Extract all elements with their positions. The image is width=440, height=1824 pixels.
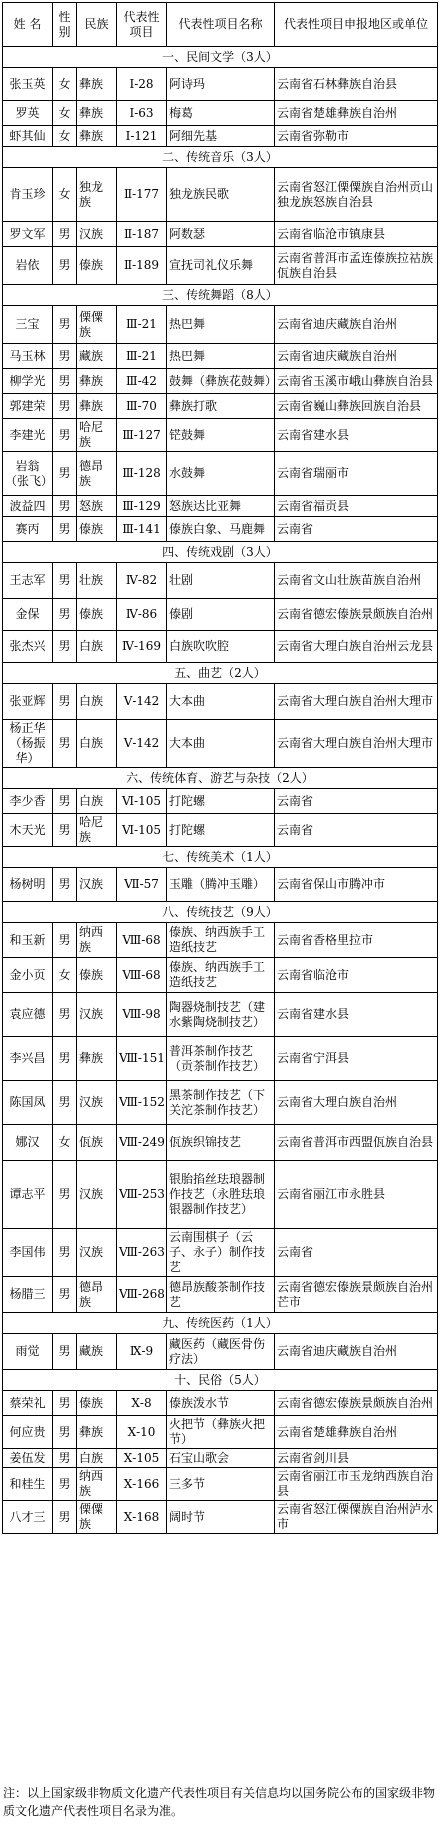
category-title: 七、传统美术（1人） xyxy=(3,847,438,868)
category-title: 四、传统戏剧（3人） xyxy=(3,542,438,563)
table-row xyxy=(3,68,438,101)
region-cell: 云南省弥勒市 xyxy=(275,126,438,147)
gender-cell: 男 xyxy=(53,517,77,542)
table-row xyxy=(3,1501,438,1534)
project-cell: 大本曲 xyxy=(167,684,275,720)
name-cell: 柳学光 xyxy=(3,369,53,394)
ethnicity-cell: 彝族 xyxy=(77,68,117,101)
region-cell: 云南省临沧市 xyxy=(275,958,438,993)
region-cell: 云南省剑川县 xyxy=(275,1449,438,1468)
project-cell: 大本曲 xyxy=(167,720,275,768)
gender-cell: 女 xyxy=(53,1125,77,1161)
category-row xyxy=(3,1370,438,1391)
project-cell: 陶器烧制技艺（建水紫陶烧制技艺） xyxy=(167,993,275,1037)
code-cell: Ⅱ-189 xyxy=(117,247,167,285)
gender-cell: 男 xyxy=(53,1391,77,1416)
name-cell: 杨腊三 xyxy=(3,1277,53,1313)
project-cell: 怒族达比亚舞 xyxy=(167,496,275,517)
name-cell: 金保 xyxy=(3,599,53,631)
name-cell: 袁应德 xyxy=(3,993,53,1037)
table-row xyxy=(3,1416,438,1449)
name-cell: 三宝 xyxy=(3,306,53,344)
region-cell: 云南省丽江市玉龙纳西族自治县 xyxy=(275,1468,438,1501)
gender-cell: 男 xyxy=(53,452,77,496)
code-cell: Ⅲ-42 xyxy=(117,369,167,394)
code-cell: Ⅹ-166 xyxy=(117,1468,167,1501)
name-cell: 张玉英 xyxy=(3,68,53,101)
code-cell: Ⅳ-82 xyxy=(117,563,167,599)
code-cell: Ⅱ-177 xyxy=(117,168,167,222)
ethnicity-cell: 佤族 xyxy=(77,1125,117,1161)
region-cell: 云南省 xyxy=(275,1229,438,1277)
region-cell: 云南省德宏傣族景颇族自治州 xyxy=(275,599,438,631)
category-title: 九、传统医药（1人） xyxy=(3,1313,438,1334)
project-cell: 梅葛 xyxy=(167,101,275,126)
code-cell: Ⅴ-142 xyxy=(117,684,167,720)
gender-cell: 男 xyxy=(53,563,77,599)
ethnicity-cell: 彝族 xyxy=(77,1416,117,1449)
project-cell: 热巴舞 xyxy=(167,306,275,344)
table-row xyxy=(3,1125,438,1161)
category-row xyxy=(3,1313,438,1334)
region-cell: 云南省 xyxy=(275,814,438,847)
table-row xyxy=(3,101,438,126)
table-row xyxy=(3,126,438,147)
code-cell: Ⅷ-68 xyxy=(117,958,167,993)
code-cell: Ⅲ-70 xyxy=(117,394,167,419)
project-cell: 鼓舞（彝族花鼓舞） xyxy=(167,369,275,394)
code-cell: Ⅹ-105 xyxy=(117,1449,167,1468)
code-cell: Ⅴ-142 xyxy=(117,720,167,768)
region-cell: 云南省玉溪市峨山彝族自治县 xyxy=(275,369,438,394)
category-title: 八、传统技艺（9人） xyxy=(3,902,438,923)
project-cell: 水鼓舞 xyxy=(167,452,275,496)
project-cell: 佤族织锦技艺 xyxy=(167,1125,275,1161)
name-cell: 岩依 xyxy=(3,247,53,285)
header-region: 代表性项目申报地区或单位 xyxy=(275,3,438,47)
code-cell: Ⅲ-129 xyxy=(117,496,167,517)
region-cell: 云南省保山市腾冲市 xyxy=(275,868,438,902)
category-row xyxy=(3,902,438,923)
region-cell: 云南省迪庆藏族自治州 xyxy=(275,306,438,344)
gender-cell: 男 xyxy=(53,684,77,720)
region-cell: 云南省建水县 xyxy=(275,993,438,1037)
name-cell: 雨觉 xyxy=(3,1334,53,1370)
code-cell: Ⅵ-105 xyxy=(117,814,167,847)
table-row xyxy=(3,720,438,768)
table-row xyxy=(3,222,438,247)
category-title: 六、传统体育、游艺与杂技（2人） xyxy=(3,768,438,789)
ethnicity-cell: 白族 xyxy=(77,1449,117,1468)
category-row xyxy=(3,285,438,306)
ethnicity-cell: 哈尼族 xyxy=(77,814,117,847)
name-cell: 金小页 xyxy=(3,958,53,993)
name-cell: 蔡荣礼 xyxy=(3,1391,53,1416)
project-cell: 玉雕（腾冲玉雕） xyxy=(167,868,275,902)
ethnicity-cell: 汉族 xyxy=(77,1161,117,1229)
gender-cell: 男 xyxy=(53,1416,77,1449)
code-cell: Ⅲ-21 xyxy=(117,306,167,344)
table-row xyxy=(3,306,438,344)
table-row xyxy=(3,684,438,720)
region-cell: 云南省临沧市镇康县 xyxy=(275,222,438,247)
ethnicity-cell: 哈尼族 xyxy=(77,419,117,452)
name-cell: 八才三 xyxy=(3,1501,53,1534)
region-cell: 云南省德宏傣族景颇族自治州芒市 xyxy=(275,1277,438,1313)
code-cell: Ⅲ-127 xyxy=(117,419,167,452)
table-row xyxy=(3,868,438,902)
project-cell: 藏医药（藏医骨伤疗法） xyxy=(167,1334,275,1370)
code-cell: Ⅷ-263 xyxy=(117,1229,167,1277)
header-project: 代表性项目名称 xyxy=(167,3,275,47)
code-cell: Ⅳ-169 xyxy=(117,631,167,663)
code-cell: Ⅲ-141 xyxy=(117,517,167,542)
region-cell: 云南省怒江傈僳族自治州贡山独龙族怒族自治县 xyxy=(275,168,438,222)
gender-cell: 男 xyxy=(53,306,77,344)
table-row xyxy=(3,419,438,452)
ethnicity-cell: 傈僳族 xyxy=(77,1501,117,1534)
table-row xyxy=(3,599,438,631)
name-cell: 李建光 xyxy=(3,419,53,452)
region-cell: 云南省楚雄彝族自治州 xyxy=(275,1416,438,1449)
region-cell: 云南省楚雄彝族自治州 xyxy=(275,101,438,126)
name-cell: 郭建荣 xyxy=(3,394,53,419)
category-row xyxy=(3,47,438,68)
region-cell: 云南省大理白族自治州云龙县 xyxy=(275,631,438,663)
name-cell: 和玉新 xyxy=(3,923,53,958)
project-cell: 石宝山歌会 xyxy=(167,1449,275,1468)
table-row xyxy=(3,789,438,814)
gender-cell: 男 xyxy=(53,344,77,369)
region-cell: 云南省普洱市西盟佤族自治县 xyxy=(275,1125,438,1161)
gender-cell: 女 xyxy=(53,68,77,101)
ethnicity-cell: 汉族 xyxy=(77,1081,117,1125)
category-row xyxy=(3,147,438,168)
project-cell: 三多节 xyxy=(167,1468,275,1501)
gender-cell: 男 xyxy=(53,814,77,847)
project-cell: 打陀螺 xyxy=(167,789,275,814)
ethnicity-cell: 汉族 xyxy=(77,222,117,247)
table-row xyxy=(3,1334,438,1370)
code-cell: Ⅶ-57 xyxy=(117,868,167,902)
ethnicity-cell: 傣族 xyxy=(77,1391,117,1416)
region-cell: 云南省瑞丽市 xyxy=(275,452,438,496)
code-cell: Ⅷ-68 xyxy=(117,923,167,958)
name-cell: 杨树明 xyxy=(3,868,53,902)
ethnicity-cell: 白族 xyxy=(77,631,117,663)
region-cell: 云南省香格里拉市 xyxy=(275,923,438,958)
name-cell: 罗文军 xyxy=(3,222,53,247)
code-cell: Ⅰ-63 xyxy=(117,101,167,126)
ethnicity-cell: 傣族 xyxy=(77,599,117,631)
region-cell: 云南省大理白族自治州大理市 xyxy=(275,684,438,720)
table-row xyxy=(3,1161,438,1229)
gender-cell: 男 xyxy=(53,868,77,902)
header-gender: 性别 xyxy=(53,3,77,47)
project-cell: 热巴舞 xyxy=(167,344,275,369)
project-cell: 铓鼓舞 xyxy=(167,419,275,452)
table-row xyxy=(3,496,438,517)
name-cell: 张亚辉 xyxy=(3,684,53,720)
table-row xyxy=(3,563,438,599)
code-cell: Ⅷ-98 xyxy=(117,993,167,1037)
ethnicity-cell: 纳西族 xyxy=(77,1468,117,1501)
region-cell: 云南省怒江傈僳族自治州泸水市 xyxy=(275,1501,438,1534)
region-cell: 云南省巍山彝族回族自治县 xyxy=(275,394,438,419)
table-row xyxy=(3,814,438,847)
gender-cell: 男 xyxy=(53,1449,77,1468)
name-cell: 虾其仙 xyxy=(3,126,53,147)
code-cell: Ⅷ-152 xyxy=(117,1081,167,1125)
ethnicity-cell: 怒族 xyxy=(77,496,117,517)
code-cell: Ⅰ-28 xyxy=(117,68,167,101)
region-cell: 云南省石林彝族自治县 xyxy=(275,68,438,101)
code-cell: Ⅳ-86 xyxy=(117,599,167,631)
table-row xyxy=(3,369,438,394)
region-cell: 云南省大理白族自治州大理市 xyxy=(275,720,438,768)
region-cell: 云南省大理白族自治州 xyxy=(275,1081,438,1125)
table-row xyxy=(3,247,438,285)
name-cell: 木天光 xyxy=(3,814,53,847)
table-row xyxy=(3,344,438,369)
project-cell: 打陀螺 xyxy=(167,814,275,847)
ethnicity-cell: 独龙族 xyxy=(77,168,117,222)
ethnicity-cell: 傈僳族 xyxy=(77,306,117,344)
code-cell: Ⅷ-268 xyxy=(117,1277,167,1313)
name-cell: 谭志平 xyxy=(3,1161,53,1229)
table-row xyxy=(3,1229,438,1277)
project-cell: 德昂族酸茶制作技艺 xyxy=(167,1277,275,1313)
header-row xyxy=(3,3,438,47)
inheritor-table xyxy=(2,2,438,1534)
region-cell: 云南省福贡县 xyxy=(275,496,438,517)
ethnicity-cell: 白族 xyxy=(77,789,117,814)
category-title: 五、曲艺（2人） xyxy=(3,663,438,684)
ethnicity-cell: 傣族 xyxy=(77,958,117,993)
table-body xyxy=(3,47,438,1534)
project-cell: 宣抚司礼仪乐舞 xyxy=(167,247,275,285)
table-row xyxy=(3,394,438,419)
project-cell: 黑茶制作技艺（下关沱茶制作技艺） xyxy=(167,1081,275,1125)
gender-cell: 男 xyxy=(53,1334,77,1370)
project-cell: 壮剧 xyxy=(167,563,275,599)
code-cell: Ⅷ-249 xyxy=(117,1125,167,1161)
ethnicity-cell: 傣族 xyxy=(77,247,117,285)
name-cell: 和桂生 xyxy=(3,1468,53,1501)
ethnicity-cell: 汉族 xyxy=(77,993,117,1037)
name-cell: 娜汉 xyxy=(3,1125,53,1161)
name-cell: 陈国凤 xyxy=(3,1081,53,1125)
table-row xyxy=(3,452,438,496)
category-row xyxy=(3,768,438,789)
category-title: 十、民俗（5人） xyxy=(3,1370,438,1391)
project-cell: 普洱茶制作技艺（贡茶制作技艺） xyxy=(167,1037,275,1081)
table-row xyxy=(3,1037,438,1081)
name-cell: 肯玉珍 xyxy=(3,168,53,222)
table-row xyxy=(3,1391,438,1416)
project-cell: 傣族、纳西族手工造纸技艺 xyxy=(167,923,275,958)
code-cell: Ⅹ-168 xyxy=(117,1501,167,1534)
gender-cell: 男 xyxy=(53,1161,77,1229)
name-cell: 岩翁（张飞） xyxy=(3,452,53,496)
ethnicity-cell: 汉族 xyxy=(77,1229,117,1277)
code-cell: Ⅲ-21 xyxy=(117,344,167,369)
name-cell: 姜伍发 xyxy=(3,1449,53,1468)
ethnicity-cell: 白族 xyxy=(77,684,117,720)
gender-cell: 男 xyxy=(53,1229,77,1277)
project-cell: 阿诗玛 xyxy=(167,68,275,101)
project-cell: 傣族、纳西族手工造纸技艺 xyxy=(167,958,275,993)
category-title: 三、传统舞蹈（8人） xyxy=(3,285,438,306)
project-cell: 傣族泼水节 xyxy=(167,1391,275,1416)
name-cell: 波益四 xyxy=(3,496,53,517)
gender-cell: 男 xyxy=(53,496,77,517)
name-cell: 王志军 xyxy=(3,563,53,599)
code-cell: Ⅵ-105 xyxy=(117,789,167,814)
ethnicity-cell: 彝族 xyxy=(77,1037,117,1081)
region-cell: 云南省迪庆藏族自治州 xyxy=(275,344,438,369)
name-cell: 马玉林 xyxy=(3,344,53,369)
name-cell: 张杰兴 xyxy=(3,631,53,663)
project-cell: 阿细先基 xyxy=(167,126,275,147)
name-cell: 李少香 xyxy=(3,789,53,814)
code-cell: Ⅰ-121 xyxy=(117,126,167,147)
name-cell: 何应贵 xyxy=(3,1416,53,1449)
code-cell: Ⅷ-151 xyxy=(117,1037,167,1081)
gender-cell: 男 xyxy=(53,631,77,663)
gender-cell: 男 xyxy=(53,923,77,958)
table-row xyxy=(3,1468,438,1501)
code-cell: Ⅲ-128 xyxy=(117,452,167,496)
project-cell: 彝族打歌 xyxy=(167,394,275,419)
ethnicity-cell: 纳西族 xyxy=(77,923,117,958)
category-title: 二、传统音乐（3人） xyxy=(3,147,438,168)
region-cell: 云南省丽江市永胜县 xyxy=(275,1161,438,1229)
table-row xyxy=(3,993,438,1037)
footnote: 注：以上国家级非物质文化遗产代表性项目有关信息均以国务院公布的国家级非物质文化遗产代表性项目名录为准。 xyxy=(3,1786,436,1818)
ethnicity-cell: 德昂族 xyxy=(77,1277,117,1313)
project-cell: 独龙族民歌 xyxy=(167,168,275,222)
table-row xyxy=(3,958,438,993)
ethnicity-cell: 彝族 xyxy=(77,394,117,419)
code-cell: Ⅸ-9 xyxy=(117,1334,167,1370)
gender-cell: 男 xyxy=(53,720,77,768)
project-cell: 白族吹吹腔 xyxy=(167,631,275,663)
code-cell: Ⅷ-253 xyxy=(117,1161,167,1229)
name-cell: 李国伟 xyxy=(3,1229,53,1277)
ethnicity-cell: 汉族 xyxy=(77,868,117,902)
region-cell: 云南省建水县 xyxy=(275,419,438,452)
gender-cell: 女 xyxy=(53,958,77,993)
project-cell: 阔时节 xyxy=(167,1501,275,1534)
project-cell: 傣剧 xyxy=(167,599,275,631)
name-cell: 杨正华（杨振华） xyxy=(3,720,53,768)
name-cell: 赛丙 xyxy=(3,517,53,542)
table-row xyxy=(3,631,438,663)
header-name: 姓 名 xyxy=(3,3,53,47)
table-row xyxy=(3,923,438,958)
gender-cell: 男 xyxy=(53,222,77,247)
code-cell: Ⅱ-187 xyxy=(117,222,167,247)
gender-cell: 男 xyxy=(53,1277,77,1313)
category-row xyxy=(3,542,438,563)
category-row xyxy=(3,663,438,684)
gender-cell: 男 xyxy=(53,599,77,631)
name-cell: 罗英 xyxy=(3,101,53,126)
category-title: 一、民间文学（3人） xyxy=(3,47,438,68)
name-cell: 李兴昌 xyxy=(3,1037,53,1081)
gender-cell: 男 xyxy=(53,369,77,394)
code-cell: Ⅹ-10 xyxy=(117,1416,167,1449)
gender-cell: 男 xyxy=(53,1081,77,1125)
gender-cell: 女 xyxy=(53,168,77,222)
ethnicity-cell: 壮族 xyxy=(77,563,117,599)
table-row xyxy=(3,1081,438,1125)
gender-cell: 男 xyxy=(53,394,77,419)
gender-cell: 男 xyxy=(53,1037,77,1081)
gender-cell: 男 xyxy=(53,247,77,285)
header-code: 代表性项目 xyxy=(117,3,167,47)
region-cell: 云南省文山壮族苗族自治州 xyxy=(275,563,438,599)
gender-cell: 男 xyxy=(53,419,77,452)
gender-cell: 男 xyxy=(53,1501,77,1534)
project-cell: 傣族白象、马鹿舞 xyxy=(167,517,275,542)
gender-cell: 男 xyxy=(53,789,77,814)
ethnicity-cell: 藏族 xyxy=(77,344,117,369)
region-cell: 云南省迪庆藏族自治州 xyxy=(275,1334,438,1370)
table-row xyxy=(3,1277,438,1313)
gender-cell: 男 xyxy=(53,993,77,1037)
region-cell: 云南省宁洱县 xyxy=(275,1037,438,1081)
gender-cell: 女 xyxy=(53,126,77,147)
region-cell: 云南省 xyxy=(275,517,438,542)
ethnicity-cell: 彝族 xyxy=(77,101,117,126)
code-cell: Ⅹ-8 xyxy=(117,1391,167,1416)
project-cell: 阿数瑟 xyxy=(167,222,275,247)
header-ethnicity: 民族 xyxy=(77,3,117,47)
ethnicity-cell: 藏族 xyxy=(77,1334,117,1370)
project-cell: 云南围棋子（云子、永子）制作技艺 xyxy=(167,1229,275,1277)
project-cell: 银胎掐丝珐琅器制作技艺（永胜珐琅银器制作技艺） xyxy=(167,1161,275,1229)
category-row xyxy=(3,847,438,868)
table-row xyxy=(3,1449,438,1468)
table-row xyxy=(3,168,438,222)
project-cell: 火把节（彝族火把节） xyxy=(167,1416,275,1449)
ethnicity-cell: 白族 xyxy=(77,720,117,768)
ethnicity-cell: 傣族 xyxy=(77,517,117,542)
gender-cell: 女 xyxy=(53,101,77,126)
ethnicity-cell: 德昂族 xyxy=(77,452,117,496)
table-row xyxy=(3,517,438,542)
region-cell: 云南省 xyxy=(275,789,438,814)
ethnicity-cell: 彝族 xyxy=(77,369,117,394)
region-cell: 云南省普洱市孟连傣族拉祜族佤族自治县 xyxy=(275,247,438,285)
ethnicity-cell: 彝族 xyxy=(77,126,117,147)
region-cell: 云南省德宏傣族景颇族自治州 xyxy=(275,1391,438,1416)
gender-cell: 男 xyxy=(53,1468,77,1501)
